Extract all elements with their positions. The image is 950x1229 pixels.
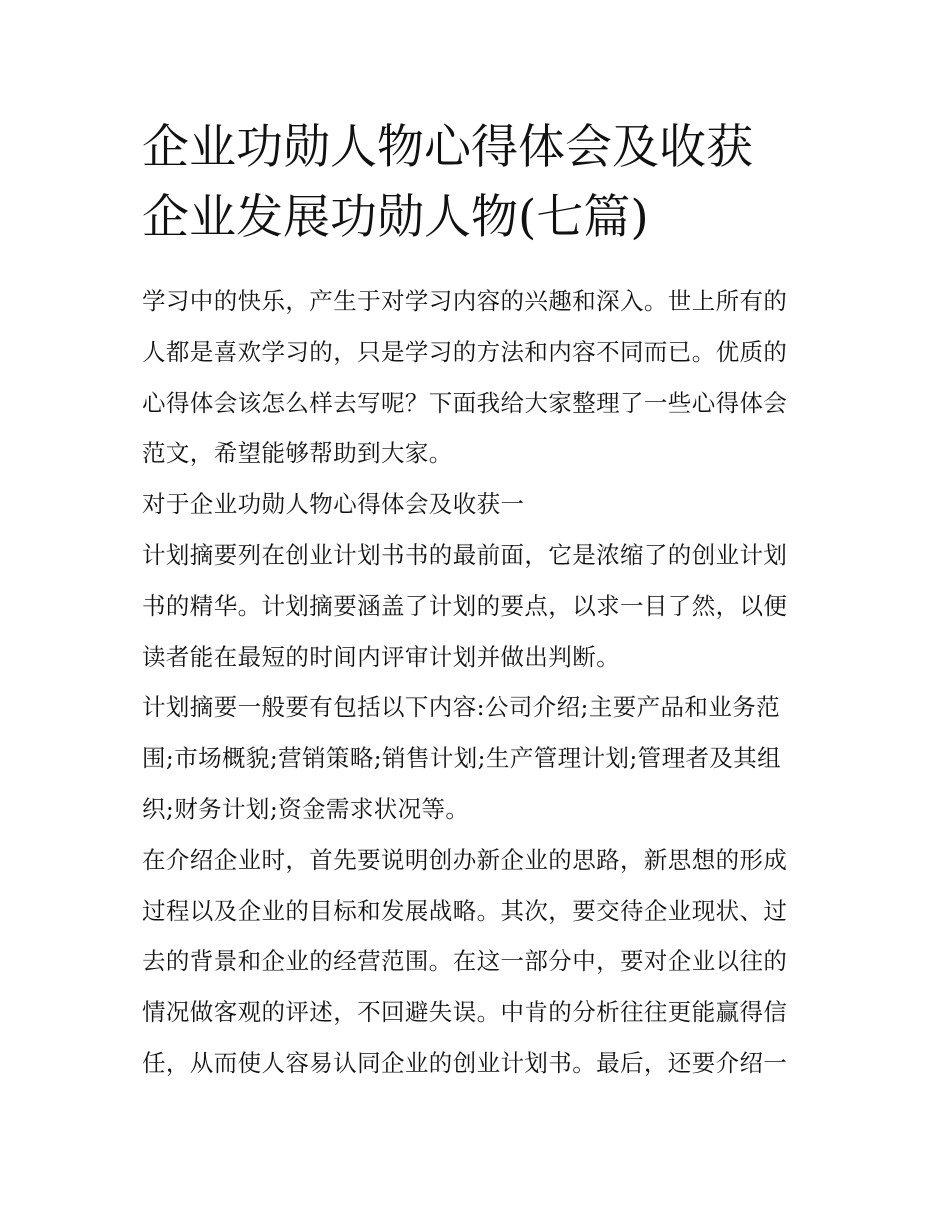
body-line: 织;财务计划;资金需求状况等。 — [142, 794, 470, 823]
body-line: 范文，希望能够帮助到大家。 — [142, 439, 453, 468]
document-title — [142, 113, 822, 253]
body-line: 情况做客观的评述，不回避失误。中肯的分析往往更能赢得信 — [142, 998, 788, 1027]
body-line: 去的背景和企业的经营范围。在这一部分中，要对企业以往的 — [142, 947, 788, 976]
body-line: 书的精华。计划摘要涵盖了计划的要点，以求一目了然，以便 — [142, 591, 788, 620]
body-line: 任，从而使人容易认同企业的创业计划书。最后，还要介绍一 — [142, 1048, 788, 1077]
document-body — [142, 276, 814, 1089]
body-line: 心得体会该怎么样去写呢？下面我给大家整理了一些心得体会 — [142, 388, 788, 417]
body-line: 计划摘要一般要有包括以下内容:公司介绍;主要产品和业务范 — [142, 693, 781, 722]
section-heading: 对于企业功勋人物心得体会及收获一 — [142, 490, 525, 519]
body-line: 在介绍企业时，首先要说明创办新企业的思路，新思想的形成 — [142, 845, 788, 874]
body-line: 人都是喜欢学习的，只是学习的方法和内容不同而已。优质的 — [142, 337, 788, 366]
body-line: 围;市场概貌;营销策略;销售计划;生产管理计划;管理者及其组 — [142, 744, 782, 773]
title-line: 企业功勋人物心得体会及收获 — [142, 120, 753, 175]
body-line: 学习中的快乐，产生于对学习内容的兴趣和深入。世上所有的 — [142, 287, 788, 315]
body-line: 读者能在最短的时间内评审计划并做出判断。 — [142, 642, 620, 671]
body-line: 计划摘要列在创业计划书书的最前面，它是浓缩了的创业计划 — [142, 540, 788, 569]
title-line: 企业发展功勋人物(七篇) — [142, 190, 649, 245]
body-line: 过程以及企业的目标和发展战略。其次，要交待企业现状、过 — [142, 896, 788, 925]
